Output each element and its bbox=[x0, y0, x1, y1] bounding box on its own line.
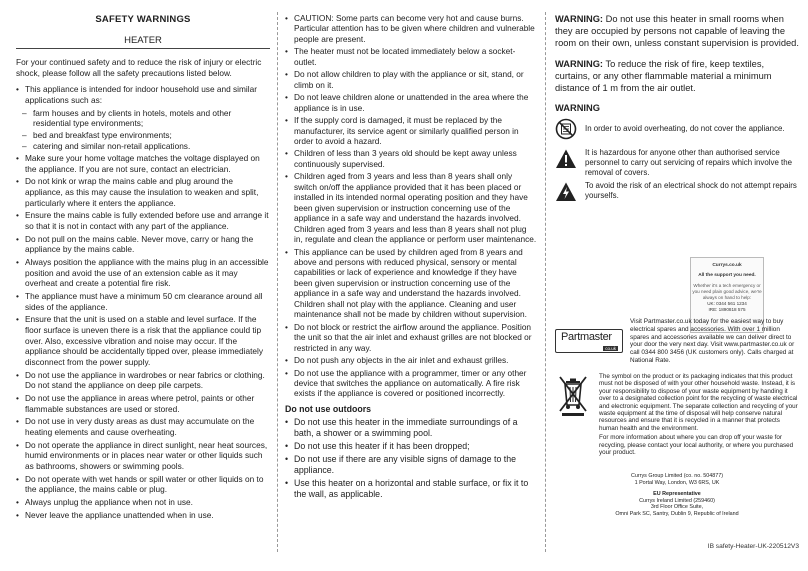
list-item: • Do not use in very dusty areas as dust may accumulate on the heating elements and cause overheating. bbox=[16, 416, 270, 437]
warning-do-not-cover bbox=[555, 118, 799, 140]
list-item: • Use this heater on a horizontal and stable surface, or fix it to the wall, as applicable. bbox=[285, 478, 537, 500]
list-item: • Do not allow children to play with the appliance or sit, stand, or climb on it. bbox=[285, 69, 537, 90]
card-tagline: All the support you need. bbox=[698, 273, 756, 278]
list-item: • Children aged from 3 years and less than 8 years shall only switch on/off the appliance provided that it has been placed or installed in its intended normal operating position and they have been given supervision or instruction concerning use of the appliance in a safe way and understand the hazards involved. Children aged from 3 years and less than 8 years shall not plug in, regulate and clean the appliance or perform user maintenance. bbox=[285, 171, 537, 244]
page-title: SAFETY WARNINGS bbox=[95, 14, 191, 25]
list-item: • Do not use the appliance in areas where petrol, paints or other flammable substances are used or stored. bbox=[16, 393, 270, 414]
section-heading-heater bbox=[16, 35, 270, 46]
list-item: • Do not kink or wrap the mains cable and plug around the appliance, as this may cause the insulation to weaken and split, particularly where it enters the appliance. bbox=[16, 176, 270, 208]
list-item: • This appliance can be used by children aged from 8 years and above and persons with reduced physical, sensory or mental capabilities or lack of experience and knowledge if they have been given supervision or instruction concerning use of the appliance in a safe way and understand the hazards involved. Children shall not play with the appliance. Cleaning and user maintenance shall not be made by children without supervision. bbox=[285, 247, 537, 320]
document-reference: IB safety-Heater-UK-220512V3 bbox=[707, 543, 799, 550]
company-address bbox=[555, 473, 799, 518]
company-name: Currys Group Limited (co. no. 504877) bbox=[631, 473, 723, 479]
intro-paragraph: For your continued safety and to reduce the risk of injury or electric shock, please follow all the safety precautions listed below. bbox=[16, 57, 262, 78]
list-item: • Always position the appliance with the mains plug in an accessible position and avoid the use of an extension cable as it may overheat and create a potential fire risk. bbox=[16, 257, 270, 289]
partmaster-logo-text: Partmaster bbox=[561, 331, 612, 344]
list-item: • Always unplug the appliance when not in use. bbox=[16, 497, 270, 508]
partmaster-logo-domain: co.uk bbox=[605, 346, 616, 352]
servicing-text: It is hazardous for anyone other than authorised service personnel to carry out servicing of repairs which involve the removal of covers. bbox=[585, 148, 793, 177]
warning-electric-shock bbox=[555, 181, 799, 203]
card-ire-phone: IRE: 1890818 575 bbox=[708, 307, 746, 312]
list-item: • Do not operate with wet hands or spill water or other liquids on to the appliance, the mains cable or plug. bbox=[16, 474, 270, 495]
do-not-cover-text: In order to avoid overheating, do not cover the appliance. bbox=[585, 124, 785, 134]
list-item: • The heater must not be located immediately below a socket-outlet. bbox=[285, 46, 537, 67]
partmaster-section bbox=[555, 318, 799, 365]
column-3 bbox=[555, 0, 799, 571]
eu-rep-name: Currys Ireland Limited (259460) bbox=[639, 497, 715, 504]
list-item: • Do not operate the appliance in direct sunlight, near heat sources, humid environments or in places near water or other liquids such as bathrooms, showers or swimming pools. bbox=[16, 440, 270, 472]
warning-text: To reduce the risk of fire, keep textiles, curtains, or any other flammable material a minimum distance of 1 m from the air outlet. bbox=[555, 58, 772, 94]
weee-text bbox=[599, 373, 799, 456]
list-item: • Ensure that the unit is used on a stable and level surface. If the floor surface is uneven there is a risk that the appliance could tip over. Also, excessive vibration and noise may occur. If the appliance should be accidentally tipped over, please immediately disconnect from the power supply. bbox=[16, 314, 270, 367]
warning-label: WARNING: bbox=[555, 58, 604, 69]
company-address-line: 1 Portal Way, London, W3 6RS, UK bbox=[634, 479, 720, 486]
crossed-bin-icon bbox=[555, 373, 591, 417]
column-divider bbox=[545, 12, 546, 552]
list-item: • Never leave the appliance unattended when in use. bbox=[16, 510, 270, 521]
sub-list-item: – catering and similar non-retail applications. bbox=[16, 141, 270, 152]
partmaster-logo bbox=[555, 329, 623, 353]
warning-servicing bbox=[555, 148, 799, 177]
weee-paragraph: For more information about where you can drop off your waste for recycling, please contact your local authority, or where you purchased your product. bbox=[599, 434, 794, 457]
list-item: • Do not use if there are any visible signs of damage to the appliance. bbox=[285, 454, 537, 476]
list-item: • Do not use this heater if it has been dropped; bbox=[285, 441, 537, 452]
list-item: • Ensure the mains cable is fully extended before use and arrange it so that it is not in contact with any part of the appliance. bbox=[16, 210, 270, 231]
warning-triangle-icon bbox=[555, 148, 577, 170]
list-item: • If the supply cord is damaged, it must be replaced by the manufacturer, its service agent or similarly qualified person in order to avoid a hazard. bbox=[285, 115, 537, 146]
column-divider bbox=[277, 12, 278, 552]
list-item: • Do not use this heater in the immediate surroundings of a bath, a shower or a swimming pool. bbox=[285, 417, 537, 439]
warning-text: Do not use this heater in small rooms when they are occupied by persons not capable of leaving the room on their own, unless constant supervision is provided. bbox=[555, 14, 799, 49]
list-item: • Do not push any objects in the air inlet and exhaust grilles. bbox=[285, 355, 537, 365]
list-item: • Do not leave children alone or unattended in the area where the appliance is in use. bbox=[285, 92, 537, 113]
list-item: • Do not use the appliance in wardrobes or near fabrics or clothing. Do not stand the appliance on deep pile carpets. bbox=[16, 370, 270, 391]
outdoors-heading: Do not use outdoors bbox=[285, 403, 372, 414]
warning-small-rooms bbox=[555, 13, 799, 50]
weee-paragraph: The symbol on the product or its packaging indicates that this product must not be disposed of with your other household waste. Instead, it is your responsibility to dispose of your waste equipment by handing it over to a designated collection point for the recycling of waste electrical and electronic equipment. The separate collection and recycling of your waste equipment at the time of disposal will help conserve natural resources and ensure that it is recycled in a manner that protects human health and the environment. bbox=[599, 373, 798, 432]
safety-list-continued bbox=[285, 13, 537, 399]
card-site: Currys.co.uk bbox=[712, 263, 742, 268]
list-item: • Do not use the appliance with a programmer, timer or any other device that switches the appliance on automatically. A fire risk exists if the appliance is covered or positioned incorrectly. bbox=[285, 368, 537, 399]
warning-label: WARNING: bbox=[555, 14, 604, 24]
list-item: • CAUTION: Some parts can become very hot and cause burns. Particular attention has to be given where children and vulnerable people are present. bbox=[285, 13, 537, 44]
partmaster-text: Visit Partmaster.co.uk today for the easiest way to buy electrical spares and accessories. With over 1 million spares and accessories available we can deliver direct to your door the very next day. Visit www.partmaster.co.uk or call 0344 800 3456 (UK customers only). Calls charged at National Rate. bbox=[630, 318, 795, 364]
safety-list bbox=[16, 84, 270, 520]
list-item: • The appliance must have a minimum 50 cm clearance around all sides of the appliance. bbox=[16, 291, 270, 312]
outdoors-list bbox=[285, 417, 537, 500]
electric-shock-text: To avoid the risk of an electrical shock do not attempt repairs yourselfs. bbox=[585, 181, 797, 201]
list-item: • Children of less than 3 years old should be kept away unless continuously supervised. bbox=[285, 148, 537, 169]
card-body: Whether it's a tech emergency or you need plain good advice, we're always on hand to help: bbox=[692, 283, 762, 300]
list-item: • Make sure your home voltage matches the voltage displayed on the appliance. If you are not sure, contact an electrician. bbox=[16, 153, 270, 174]
eu-rep-address-line: Omni Park SC, Santry, Dublin 9, Republic of Ireland bbox=[615, 510, 739, 517]
electric-shock-icon bbox=[555, 181, 577, 203]
do-not-cover-icon bbox=[555, 118, 577, 140]
eu-rep-address-line: 3rd Floor Office Suite, bbox=[650, 504, 704, 511]
sub-list-item: – farm houses and by clients in hotels, motels and other residential type environments; bbox=[16, 108, 270, 129]
list-item: • This appliance is intended for indoor household use and similar applications such as: bbox=[16, 84, 270, 105]
card-uk-phone: UK: 0344 561 1234 bbox=[707, 301, 747, 306]
weee-section bbox=[555, 373, 799, 456]
column-1 bbox=[16, 0, 270, 523]
warning-heading: WARNING bbox=[555, 103, 600, 114]
heater-heading-text: HEATER bbox=[124, 35, 162, 46]
heading-rule bbox=[16, 48, 270, 49]
eu-rep-heading: EU Representative bbox=[653, 491, 701, 498]
list-item: • Do not pull on the mains cable. Never move, carry or hang the appliance by the mains cable. bbox=[16, 234, 270, 255]
sub-list-item: – bed and breakfast type environments; bbox=[16, 130, 270, 141]
list-item: • Do not block or restrict the airflow around the appliance. Position the unit so that the air inlet and exhaust grilles are not blocked or restricted in any way. bbox=[285, 322, 537, 353]
column-2 bbox=[285, 13, 537, 502]
warning-fire-distance bbox=[555, 58, 799, 95]
